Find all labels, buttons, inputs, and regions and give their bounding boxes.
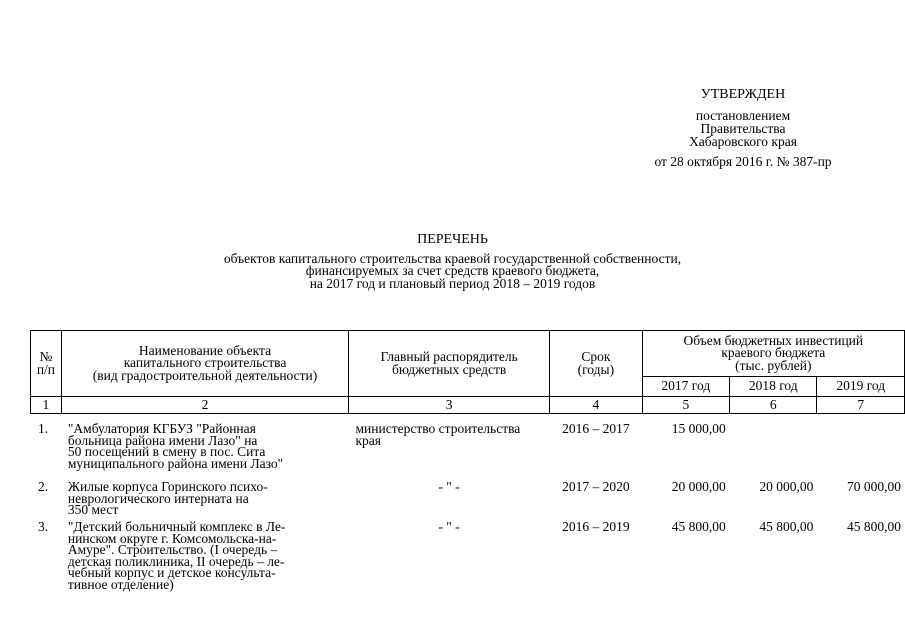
row-2019 (817, 423, 905, 481)
approval-line-2: Правительства (700, 121, 786, 136)
table-row (30, 423, 905, 481)
col-number: 4 (550, 397, 642, 414)
header-2019: 2019 год (817, 377, 905, 397)
row-name: Жилые корпуса Горинского психо- неврологического интерната на 350 мест (67, 479, 268, 517)
table-row (30, 521, 905, 601)
header-org: Главный распорядитель бюджетных средств (349, 331, 550, 397)
row-2018 (730, 423, 818, 481)
table-row (30, 481, 905, 521)
row-2018: 20 000,00 (759, 479, 814, 494)
approval-line-4: от 28 октября 2016 г. № 387-пр (654, 154, 832, 169)
row-2017: 20 000,00 (671, 479, 726, 494)
row-num: 3. (38, 519, 49, 534)
approval-heading: УТВЕРЖДЕН (700, 87, 786, 102)
header-name: Наименование объекта капитального строительства (вид градостроительной деятельности) (61, 331, 348, 397)
col-number: 5 (642, 397, 729, 414)
row-2019: 45 800,00 (847, 519, 901, 534)
row-2017: 45 800,00 (671, 519, 726, 534)
col-number: 2 (61, 397, 348, 414)
header-num: № п/п (31, 331, 62, 397)
row-name: "Амбулатория КГБУЗ "Районная больница района имени Лазо" на 50 посещений в смену в пос. Сита муниципального района имени Лазо" (67, 421, 284, 471)
row-num: 2. (38, 479, 49, 494)
header-table (30, 330, 905, 414)
col-number: 7 (817, 397, 905, 414)
row-term: 2017 – 2020 (562, 479, 630, 494)
row-2018: 45 800,00 (759, 519, 814, 534)
row-name: "Детский больничный комплекс в Ле- нинском округе г. Комсомольска-на- Амуре". Строительство. (I очередь – детская поликлиника, II очередь – ле- чебный корпус и детское консульта- тивное отделение) (67, 519, 286, 592)
data-table (30, 423, 905, 601)
approval-line-3: Хабаровского края (689, 134, 797, 149)
header-2017: 2017 год (642, 377, 729, 397)
header-volume: Объем бюджетных инвестиций краевого бюджета (тыс. рублей) (642, 331, 904, 377)
col-number: 3 (349, 397, 550, 414)
row-term: 2016 – 2017 (562, 421, 630, 436)
approval-line-1: постановлением (695, 108, 791, 123)
header-term: Срок (годы) (550, 331, 642, 397)
col-number: 1 (31, 397, 62, 414)
document-title (0, 234, 905, 290)
row-num: 1. (38, 421, 49, 436)
header-2018: 2018 год (730, 377, 817, 397)
row-term: 2016 – 2019 (562, 519, 630, 534)
title-line-3: на 2017 год и плановый период 2018 – 2019 годов (309, 275, 596, 291)
title-line-1: объектов капитального строительства краевой государственной собственности, (223, 250, 682, 266)
row-2017: 15 000,00 (671, 421, 726, 436)
row-org: министерство строительства края (355, 421, 521, 448)
approval-block (618, 88, 868, 168)
title-heading: ПЕРЕЧЕНЬ (417, 232, 488, 247)
row-2019: 70 000,00 (847, 479, 901, 494)
col-number: 6 (730, 397, 817, 414)
row-org: - " - (438, 519, 460, 534)
row-org: - " - (438, 479, 460, 494)
title-line-2: финансируемых за счет средств краевого бюджета, (305, 263, 600, 278)
